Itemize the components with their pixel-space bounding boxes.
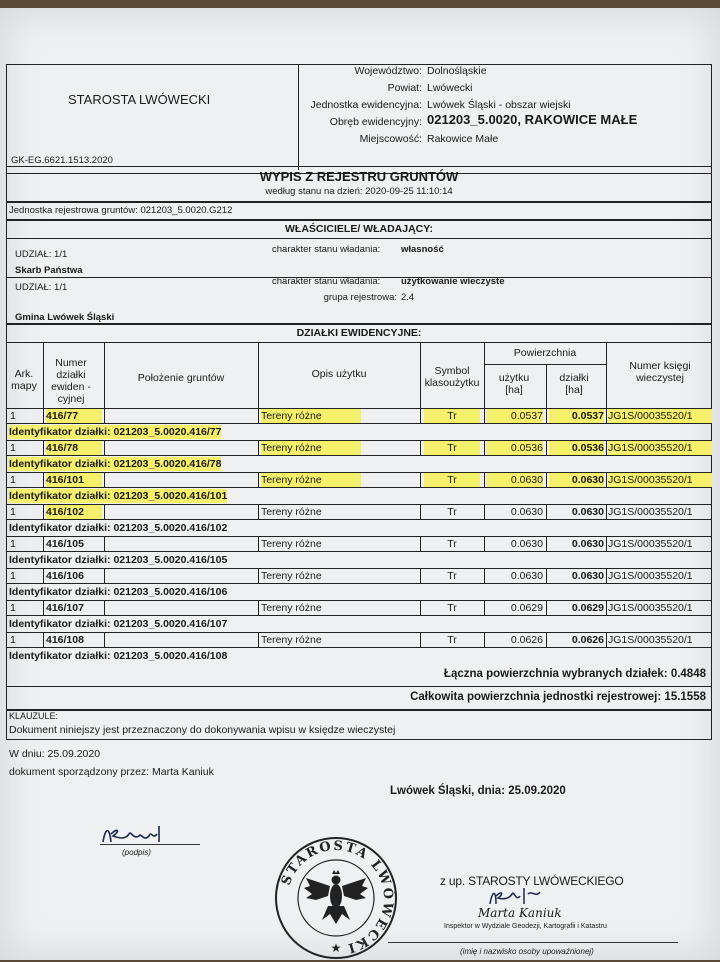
parcel-use: Tereny różne [261, 570, 322, 582]
parcel-area-use: 0.0626 [510, 634, 543, 646]
parcel-identifier-value: 021203_5.0020.416/106 [113, 586, 228, 598]
sum-total-value: 15.1558 [664, 691, 706, 703]
parcel-number: 416/78 [46, 441, 102, 455]
parcel-identifier-label: Identyfikator działki: [9, 618, 111, 630]
parcel-identifier-label: Identyfikator działki: [9, 426, 111, 438]
parcel-identifier-label: Identyfikator działki: [9, 490, 111, 502]
parcel-land-register: JG1S/00035520/1 [608, 602, 693, 614]
document-title: WYPIS Z REJESTRU GRUNTÓW [259, 169, 459, 184]
parcel-land-register: JG1S/00035520/1 [608, 506, 693, 518]
parcel-number: 416/107 [46, 602, 84, 614]
parcel-identifier [9, 489, 227, 503]
parcel-identifier-value: 021203_5.0020.416/105 [113, 554, 228, 566]
owner1-char-value: własność [401, 244, 444, 255]
parcel-identifier-label: Identyfikator działki: [9, 586, 111, 598]
authorized-person-caption: (imię i nazwisko osoby upoważnionej) [460, 947, 594, 956]
sum-selected [340, 668, 706, 680]
col-opis: Opis użytku [311, 368, 367, 380]
col-uzytku: użytku [ha] [498, 372, 530, 396]
document-page [0, 8, 720, 960]
parcel-identifier-label: Identyfikator działki: [9, 650, 111, 662]
sum-selected-value: 0.4848 [670, 668, 706, 680]
owners-box [6, 220, 712, 324]
parcel-area-use: 0.0537 [487, 409, 543, 423]
parcel-identifier-value: 021203_5.0020.416/107 [113, 618, 228, 630]
col-numer: Numer działki ewiden -cyjnej [51, 357, 91, 405]
office-name: STAROSTA LWÓWECKI [68, 92, 211, 107]
prepared-by: dokument sporządzony przez: Marta Kaniuk [9, 766, 214, 778]
parcel-identifier [9, 553, 227, 567]
parcel-number: 416/77 [46, 409, 102, 423]
parcel-symbol: Tr [424, 409, 480, 423]
parcel-area-use: 0.0630 [487, 473, 543, 487]
registry-unit: Jednostka rejestrowa gruntów: 021203_5.0020.G212 [9, 205, 233, 216]
parcel-use: Tereny różne [261, 538, 322, 550]
parcel-symbol: Tr [447, 538, 457, 550]
parcel-identifier-value: 021203_5.0020.416/101 [113, 490, 228, 502]
parcel-land-register: JG1S/00035520/1 [608, 538, 693, 550]
parcel-sheet: 1 [10, 538, 16, 550]
parcel-area-use: 0.0630 [510, 506, 543, 518]
reference-number: GK-EG.6621.1513.2020 [11, 155, 113, 166]
unit-value: Lwówek Śląski - obszar wiejski [427, 99, 571, 111]
signature-left-icon [95, 820, 205, 850]
col-powierzchnia: Powierzchnia [513, 347, 577, 359]
voivodeship-label: Województwo: [354, 65, 422, 77]
parcel-area: 0.0630 [549, 473, 604, 487]
parcel-identifier-value: 021203_5.0020.416/102 [113, 522, 228, 534]
place-date: Lwówek Śląski, dnia: 25.09.2020 [390, 785, 566, 797]
parcel-number: 416/108 [46, 634, 84, 646]
official-seal-icon [272, 834, 400, 962]
parcel-identifier-value: 021203_5.0020.416/77 [113, 426, 222, 438]
parcel-identifier-label: Identyfikator działki: [9, 458, 111, 470]
parcel-symbol: Tr [424, 473, 480, 487]
owners-header: WŁAŚCICIELE/ WŁADAJĄCY: [285, 223, 433, 235]
col-dzialki: działki [ha] [559, 372, 589, 396]
owner1-name: Skarb Państwa [15, 265, 83, 276]
parcel-area-use: 0.0629 [510, 602, 543, 614]
parcel-land-register: JG1S/00035520/1 [608, 409, 712, 423]
parcel-sheet: 1 [10, 506, 16, 518]
parcel-identifier-label: Identyfikator działki: [9, 522, 111, 534]
clauses-label: KLAUZULE: [9, 711, 59, 721]
parcel-symbol: Tr [424, 441, 480, 455]
owner2-name: Gmina Lwówek Śląski [15, 312, 115, 323]
parcel-identifier-value: 021203_5.0020.416/78 [113, 458, 222, 470]
sum-selected-label: Łączna powierzchnia wybranych działek: [443, 668, 668, 680]
parcel-symbol: Tr [447, 602, 457, 614]
parcel-area-use: 0.0630 [510, 570, 543, 582]
col-symbol: Symbol klasoużytku [424, 365, 480, 389]
parcel-use: Tereny różne [261, 506, 322, 518]
voivodeship-value: Dolnośląskie [427, 65, 487, 77]
parcel-identifier-value: 021203_5.0020.416/108 [113, 650, 228, 662]
owner1-char-label: charakter stanu władania: [272, 244, 381, 255]
signature-caption: (podpis) [122, 848, 151, 857]
parcel-sheet: 1 [10, 474, 16, 486]
parcel-area: 0.0630 [571, 538, 604, 550]
parcel-identifier-label: Identyfikator działki: [9, 554, 111, 566]
parcel-area: 0.0630 [571, 570, 604, 582]
unit-label: Jednostka ewidencyjna: [310, 99, 422, 111]
parcel-use: Tereny różne [261, 441, 361, 455]
precinct-value: 021203_5.0020, RAKOWICE MAŁE [427, 112, 638, 127]
parcel-sheet: 1 [10, 570, 16, 582]
parcel-identifier [9, 585, 227, 599]
county-value: Lwówecki [427, 82, 473, 94]
parcel-use: Tereny różne [261, 634, 322, 646]
parcel-sheet: 1 [10, 442, 16, 454]
clauses-text: Dokument niniejszy jest przeznaczony do dokonywania wpisu w księdze wieczystej [9, 724, 396, 736]
parcel-number: 416/105 [46, 538, 84, 550]
signature-right-icon [484, 886, 554, 908]
parcel-area-use: 0.0536 [487, 441, 543, 455]
parcel-sheet: 1 [10, 634, 16, 646]
parcel-area: 0.0626 [571, 634, 604, 646]
parcel-land-register: JG1S/00035520/1 [608, 473, 712, 487]
owner2-char-value: użytkowanie wieczyste [401, 276, 505, 287]
state-date: według stanu na dzień: 2020-09-25 11:10:14 [265, 186, 453, 197]
parcel-identifier [9, 649, 227, 663]
parcel-symbol: Tr [447, 570, 457, 582]
locality-value: Rakowice Małe [427, 133, 499, 145]
parcel-symbol: Tr [447, 634, 457, 646]
col-ksiega: Numer księgi wieczystej [629, 360, 691, 384]
owner1-share: UDZIAŁ: 1/1 [15, 249, 68, 260]
sum-total-label: Całkowita powierzchnia jednostki rejestrowej: [410, 691, 662, 703]
parcel-use: Tereny różne [261, 473, 361, 487]
parcel-identifier [9, 425, 221, 439]
col-ark: Ark. mapy [11, 368, 37, 392]
owner2-group-label: grupa rejestrowa: [323, 292, 397, 303]
seal-text: STAROSTA LWÓWECKI [278, 838, 396, 956]
parcel-symbol: Tr [447, 506, 457, 518]
county-label: Powiat: [387, 82, 422, 94]
parcel-area: 0.0536 [549, 441, 604, 455]
parcel-number: 416/102 [46, 505, 102, 519]
parcel-land-register: JG1S/00035520/1 [608, 570, 693, 582]
parcel-sheet: 1 [10, 410, 16, 422]
issue-date: W dniu: 25.09.2020 [9, 748, 101, 760]
parcel-sheet: 1 [10, 602, 16, 614]
parcel-identifier [9, 617, 227, 631]
parcel-use: Tereny różne [261, 602, 322, 614]
parcel-land-register: JG1S/00035520/1 [608, 634, 693, 646]
parcel-identifier [9, 521, 227, 535]
parcel-area: 0.0629 [571, 602, 604, 614]
owner2-group-value: 2.4 [401, 292, 415, 303]
parcel-use: Tereny różne [261, 409, 361, 423]
signer-name: Marta Kaniuk [478, 906, 562, 920]
signer-title: Inspektor w Wydziale Geodezji, Kartografii i Katastru [444, 923, 607, 930]
parcel-land-register: JG1S/00035520/1 [608, 441, 712, 455]
svg-text:★: ★ [330, 941, 342, 955]
parcel-number: 416/106 [46, 570, 84, 582]
precinct-label: Obręb ewidencyjny: [329, 116, 422, 128]
owner2-char-label: charakter stanu władania: [272, 276, 381, 287]
parcel-area: 0.0630 [571, 506, 604, 518]
sum-total [300, 691, 706, 703]
on-behalf-of: z up. STAROSTY LWÓWECKIEGO [440, 874, 624, 888]
parcel-identifier [9, 457, 221, 471]
parcel-number: 416/101 [46, 473, 102, 487]
parcels-header: DZIAŁKI EWIDENCYJNE: [296, 327, 422, 339]
owner2-share: UDZIAŁ: 1/1 [15, 282, 68, 293]
parcel-area-use: 0.0630 [510, 538, 543, 550]
col-polozenie: Położenie gruntów [137, 372, 225, 384]
parcel-area: 0.0537 [549, 409, 604, 423]
locality-label: Miejscowość: [359, 133, 422, 145]
